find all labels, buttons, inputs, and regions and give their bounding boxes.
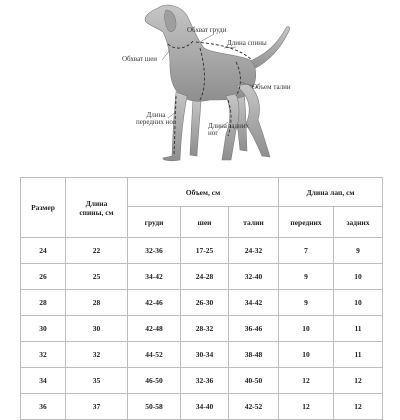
chest-cell: 42-48 (128, 316, 181, 342)
size-table (20, 177, 383, 420)
rear-legs-length-label: Длина задних ног (208, 122, 250, 138)
chest-cell: 42-46 (128, 290, 181, 316)
waist-cell: 40-50 (229, 368, 279, 394)
chest-cell: 46-50 (128, 368, 181, 394)
front-legs-length-label: Длина передних ног (136, 111, 176, 127)
back-length-label: Длина спины (227, 39, 267, 47)
table-row (21, 238, 383, 264)
front-paws-header: передних (279, 207, 334, 238)
chest-cell: 44-52 (128, 342, 181, 368)
volume-header: Объем, см (128, 178, 279, 207)
table-row (21, 264, 383, 290)
size-cell: 36 (21, 394, 66, 420)
waist-header: талии (229, 207, 279, 238)
size-cell: 24 (21, 238, 66, 264)
waist-cell: 24-32 (229, 238, 279, 264)
back-length-cell: 30 (66, 316, 128, 342)
neck-girth-label: Обхват шеи (122, 55, 158, 63)
paw-length-header: Длина лап, см (279, 178, 383, 207)
size-cell: 34 (21, 368, 66, 394)
chest-header: груди (128, 207, 181, 238)
neck-cell: 30-34 (181, 342, 229, 368)
chest-cell: 50-58 (128, 394, 181, 420)
waist-cell: 32-40 (229, 264, 279, 290)
back-length-cell: 22 (66, 238, 128, 264)
front-paw-cell: 10 (279, 316, 334, 342)
back-length-cell: 28 (66, 290, 128, 316)
waist-cell: 38-48 (229, 342, 279, 368)
rear-paw-cell: 10 (334, 290, 383, 316)
front-paw-cell: 7 (279, 238, 334, 264)
neck-header: шеи (181, 207, 229, 238)
dog-measurement-figure (0, 0, 400, 175)
table-row (21, 394, 383, 420)
back-length-header: Длина спины, см (66, 178, 128, 238)
waist-cell: 34-42 (229, 290, 279, 316)
rear-paw-cell: 12 (334, 368, 383, 394)
back-length-cell: 35 (66, 368, 128, 394)
neck-cell: 32-36 (181, 368, 229, 394)
neck-cell: 24-28 (181, 264, 229, 290)
chest-girth-label: Обхват груди (187, 26, 227, 34)
size-cell: 32 (21, 342, 66, 368)
neck-cell: 28-32 (181, 316, 229, 342)
size-cell: 28 (21, 290, 66, 316)
chest-cell: 32-36 (128, 238, 181, 264)
back-length-cell: 25 (66, 264, 128, 290)
back-length-cell: 37 (66, 394, 128, 420)
table-row (21, 368, 383, 394)
table-row (21, 290, 383, 316)
table-row (21, 342, 383, 368)
rear-paw-cell: 9 (334, 238, 383, 264)
size-cell: 26 (21, 264, 66, 290)
neck-cell: 17-25 (181, 238, 229, 264)
front-paw-cell: 12 (279, 368, 334, 394)
size-chart (20, 177, 382, 420)
rear-paw-cell: 11 (334, 316, 383, 342)
chest-cell: 34-42 (128, 264, 181, 290)
waist-volume-label: Объем талии (252, 83, 291, 91)
front-paw-cell: 12 (279, 394, 334, 420)
rear-paw-cell: 12 (334, 394, 383, 420)
size-header: Размер (21, 178, 66, 238)
rear-paws-header: задних (334, 207, 383, 238)
rear-paw-cell: 10 (334, 264, 383, 290)
waist-cell: 36-46 (229, 316, 279, 342)
rear-paw-cell: 11 (334, 342, 383, 368)
waist-cell: 42-52 (229, 394, 279, 420)
table-row (21, 316, 383, 342)
back-length-cell: 32 (66, 342, 128, 368)
front-paw-cell: 9 (279, 264, 334, 290)
front-paw-cell: 9 (279, 290, 334, 316)
front-paw-cell: 10 (279, 342, 334, 368)
size-cell: 30 (21, 316, 66, 342)
neck-cell: 34-40 (181, 394, 229, 420)
neck-cell: 26-30 (181, 290, 229, 316)
